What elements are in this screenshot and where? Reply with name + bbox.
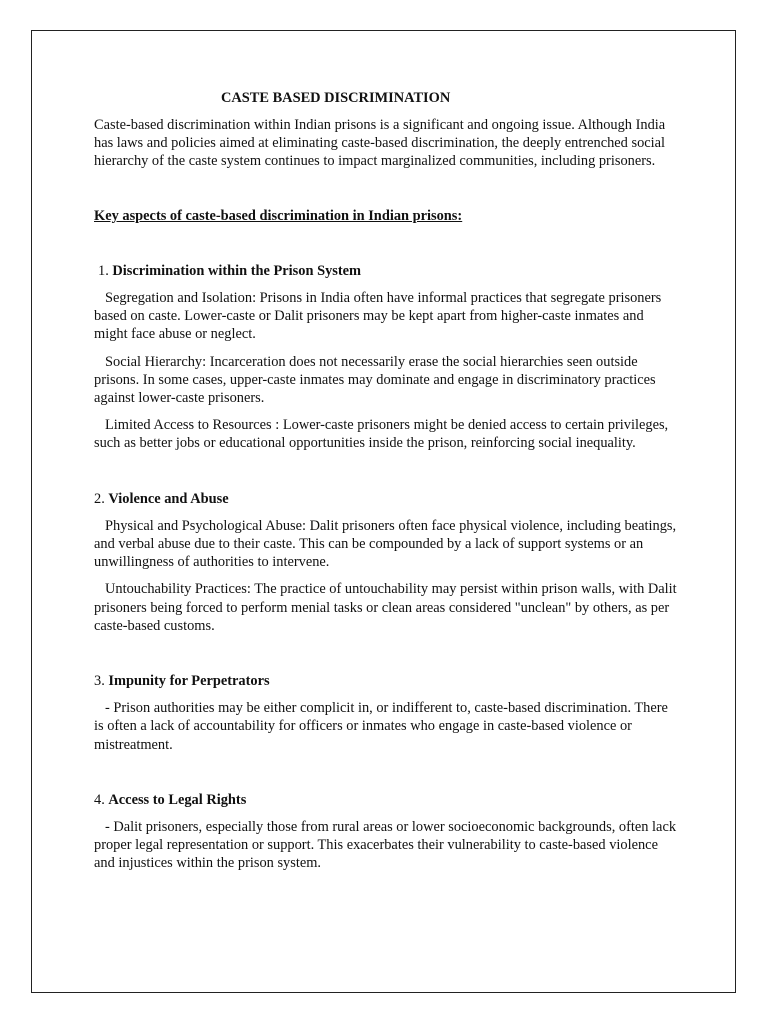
- document-title: CASTE BASED DISCRIMINATION: [221, 90, 451, 106]
- section-1: [94, 262, 679, 453]
- key-aspects-heading: Key aspects of caste-based discrimination in Indian prisons:: [94, 207, 463, 224]
- section-number: 3.: [94, 673, 105, 690]
- section-title: Impunity for Perpetrators: [108, 673, 270, 690]
- section-title: Violence and Abuse: [108, 490, 229, 507]
- section-title: Discrimination within the Prison System: [112, 262, 362, 279]
- section-paragraph: - Dalit prisoners, especially those from rural areas or lower socioeconomic backgrounds, often lack proper legal representation or support. This exacerbates their vulnerability to caste-based violence and injustices within the prison system.: [94, 819, 677, 872]
- section-heading: [94, 490, 679, 508]
- section-heading: [94, 672, 679, 690]
- section-paragraph: Untouchability Practices: The practice of untouchability may persist within prison walls, with Dalit prisoners being forced to perform menial tasks or clean areas considered "unclean" by others, as per caste-based customs.: [94, 581, 677, 634]
- section-heading: [94, 262, 679, 280]
- section-number: 1.: [98, 262, 109, 279]
- section-4: [94, 791, 679, 873]
- section-paragraph: - Prison authorities may be either complicit in, or indifferent to, caste-based discrimination. There is often a lack of accountability for officers or inmates who engage in caste-based violence or mistreatment.: [94, 700, 668, 753]
- intro-paragraph: Caste-based discrimination within Indian prisons is a significant and ongoing issue. Although India has laws and policies aimed at eliminating caste-based discrimination, the deeply entrenched social hierarchy of the caste system continues to impact marginalized communities, including prisoners.: [94, 117, 666, 170]
- section-number: 4.: [94, 791, 105, 808]
- document-body: [94, 89, 679, 873]
- section-2: [94, 490, 679, 635]
- section-paragraph: Limited Access to Resources : Lower-caste prisoners might be denied access to certain privileges, such as better jobs or educational opportunities inside the prison, reinforcing social inequality.: [94, 417, 669, 452]
- section-title: Access to Legal Rights: [108, 791, 247, 808]
- section-3: [94, 672, 679, 754]
- section-paragraph: Physical and Psychological Abuse: Dalit prisoners often face physical violence, including beatings, and verbal abuse due to their caste. This can be compounded by a lack of support systems or an unwillingness of authorities to intervene.: [94, 517, 677, 571]
- section-paragraph: Social Hierarchy: Incarceration does not necessarily erase the social hierarchies seen outside prisons. In some cases, upper-caste inmates may dominate and engage in discriminatory practices against lower-caste prisoners.: [94, 353, 656, 407]
- section-heading: [94, 791, 679, 809]
- document-page: [31, 30, 736, 993]
- section-paragraph: Segregation and Isolation: Prisons in India often have informal practices that segregate prisoners based on caste. Lower-caste or Dalit prisoners may be kept apart from higher-caste inmates and might face abuse or neglect.: [94, 290, 662, 343]
- section-number: 2.: [94, 490, 105, 507]
